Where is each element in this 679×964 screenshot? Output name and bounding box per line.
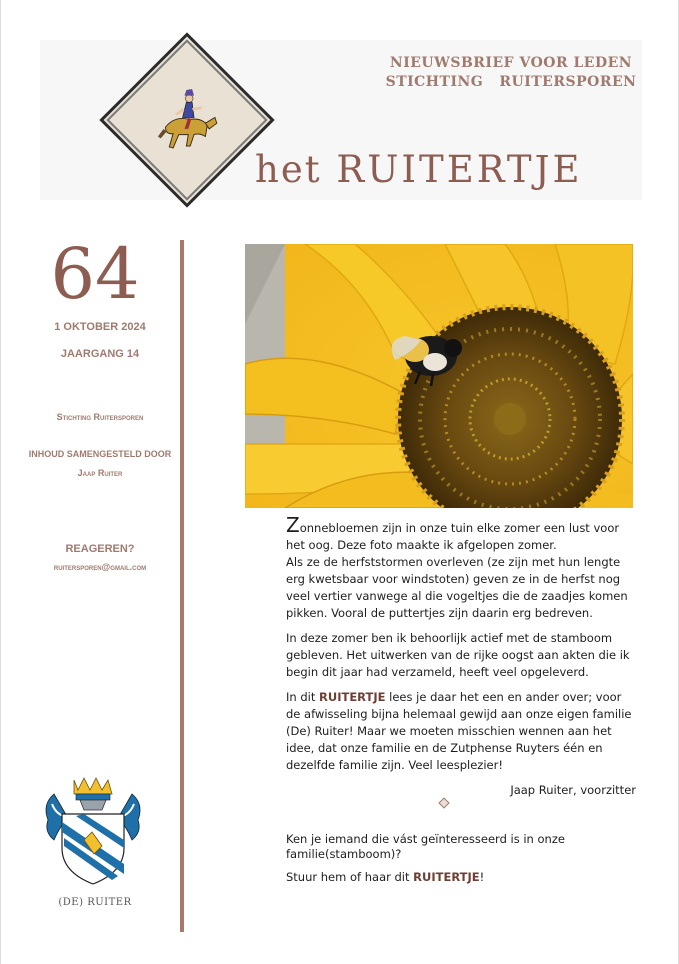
compiled-by-label: INHOUD SAMENGESTELD DOOR (28, 449, 172, 459)
title-main: RUITERTJE (336, 148, 583, 191)
organization-name: Stichting Ruitersporen (56, 412, 144, 422)
footer-cta (286, 870, 636, 885)
newsletter-title (255, 148, 582, 192)
article-paragraph-3 (286, 689, 636, 774)
article-p1-text: onnebloemen zijn in onze tuin elke zomer een lust voor het oog. Deze foto maakte ik afgelopen zomer. (286, 521, 620, 552)
footer-cta-after: ! (479, 870, 485, 884)
article-p3-after: lees je daar het een en ander over; voor de afwisseling bijna helemaal gewijd aan onze eigen familie (De) Ruiter! Maar we moeten misschien wennen aan het idee, dat onze familie en de Zutphense Ruyters één en dezelfde familie zijn. Veel leesplezier! (286, 690, 632, 772)
footer-cta-before: Stuur hem of haar dit (286, 870, 414, 884)
brand-name: RUITERTJE (319, 690, 386, 704)
issue-number: 64 (50, 233, 140, 315)
page-border-left (0, 0, 1, 964)
respond-email-link[interactable]: ruitersporen@gmail.com (53, 562, 147, 572)
issue-date: 1 OKTOBER 2024 (54, 321, 146, 333)
coat-of-arms-icon (40, 774, 146, 890)
article-paragraph-1 (286, 513, 636, 622)
respond-label: REAGEREN? (65, 543, 135, 555)
compiled-by-name: Jaap Ruiter (77, 468, 123, 478)
issue-volume: JAARGANG 14 (60, 348, 140, 360)
footer-question: Ken je iemand die vást geïnteresseerd is in onze familie(stamboom)? (286, 832, 565, 861)
title-prefix: het (255, 148, 322, 191)
footer-note (286, 832, 636, 893)
article-paragraph-2: In deze zomer ben ik behoorlijk actief met de stamboom gebleven. Het uitwerken van de rijke oogst aan akten die ik begin dit jaar had verzameld, heeft veel opgeleverd. (286, 631, 630, 679)
drop-cap: Z (286, 513, 300, 537)
article-p3-before: In dit (286, 690, 319, 704)
article-p1-text-2: Als ze de herfststormen overleven (ze zijn met hun lengte erg kwetsbaar voor windstoten) geven ze in de herfst nog veel vertier vanwege al die vogeltjes die de zaadjes komen pikken. Vooral de puttertjes zijn daarin erg bedreven. (286, 555, 628, 620)
sunflower-bee-photo (245, 244, 633, 508)
intro-article (286, 513, 636, 807)
vertical-divider (180, 240, 184, 932)
newsletter-subtitle: NIEUWSBRIEF VOOR LEDEN STICHTING RUITERSPOREN (385, 55, 637, 90)
horse-rider-logo-icon (137, 70, 232, 165)
signature: Jaap Ruiter, voorzitter (510, 783, 636, 797)
footer-brand: RUITERTJE (413, 870, 480, 884)
family-caption: (DE) RUITER (58, 897, 132, 908)
